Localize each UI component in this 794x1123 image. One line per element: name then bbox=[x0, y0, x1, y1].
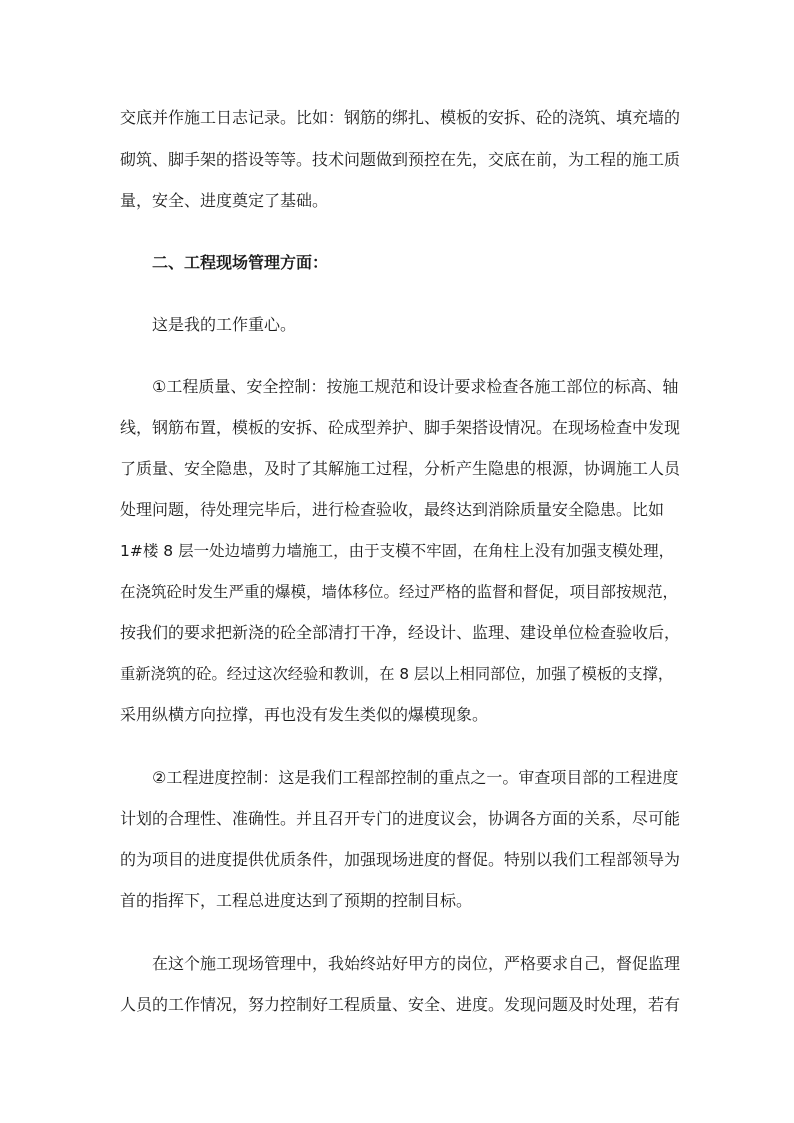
paragraph-line: 量，安全、进度奠定了基础。 bbox=[120, 191, 329, 210]
paragraph-line: 交底并作施工日志记录。比如：钢筋的绑扎、模板的安拆、砼的浇筑、填充墙的 bbox=[120, 108, 681, 127]
paragraph-line: ①工程质量、安全控制：按施工规范和设计要求检查各施工部位的标高、轴 bbox=[152, 377, 679, 396]
paragraph-line: 首的指挥下，工程总进度达到了预期的控制目标。 bbox=[120, 891, 473, 910]
paragraph-line: ②工程进度控制：这是我们工程部控制的重点之一。审查项目部的工程进度 bbox=[152, 768, 679, 787]
paragraph-line: 这是我的工作重心。 bbox=[152, 315, 297, 334]
paragraph-line: 在这个施工现场管理中，我始终站好甲方的岗位，严格要求自己，督促监理 bbox=[152, 954, 681, 973]
paragraph-line: 处理问题，待处理完毕后，进行检查验收，最终达到消除质量安全隐患。比如 bbox=[120, 500, 665, 519]
paragraph-line: 计划的合理性、准确性。并且召开专门的进度议会，协调各方面的关系，尽可能 bbox=[120, 809, 681, 828]
paragraph-line: 人员的工作情况，努力控制好工程质量、安全、进度。发现问题及时处理，若有 bbox=[120, 995, 681, 1014]
paragraph-line: 重新浇筑的砼。经过这次经验和教训，在 8 层以上相同部位，加强了模板的支撑， bbox=[120, 665, 674, 683]
paragraph-line: 采用纵横方向拉撑，再也没有发生类似的爆模现象。 bbox=[120, 705, 489, 724]
paragraph-line: 在浇筑砼时发生严重的爆模，墙体移位。经过严格的监督和督促，项目部按规范， bbox=[120, 583, 679, 601]
paragraph-line: 了质量、安全隐患，及时了其解施工过程，分析产生隐患的根源，协调施工人员 bbox=[120, 459, 681, 478]
paragraph-line: 按我们的要求把新浇的砼全部清打干净，经设计、监理、建设单位检查验收后， bbox=[120, 623, 681, 642]
section-heading: 二、工程现场管理方面： bbox=[152, 253, 329, 272]
paragraph-line: 线，钢筋布置，模板的安拆、砼成型养护、脚手架搭设情况。在现场检查中发现 bbox=[120, 418, 681, 437]
paragraph-line: 砌筑、脚手架的搭设等等。技术问题做到预控在先，交底在前，为工程的施工质 bbox=[120, 150, 681, 169]
paragraph-line: 1#楼 8 层一处边墙剪力墙施工，由于支模不牢固，在角柱上没有加强支模处理， bbox=[120, 542, 675, 560]
paragraph-line: 的为项目的进度提供优质条件，加强现场进度的督促。特别以我们工程部领导为 bbox=[120, 850, 681, 869]
